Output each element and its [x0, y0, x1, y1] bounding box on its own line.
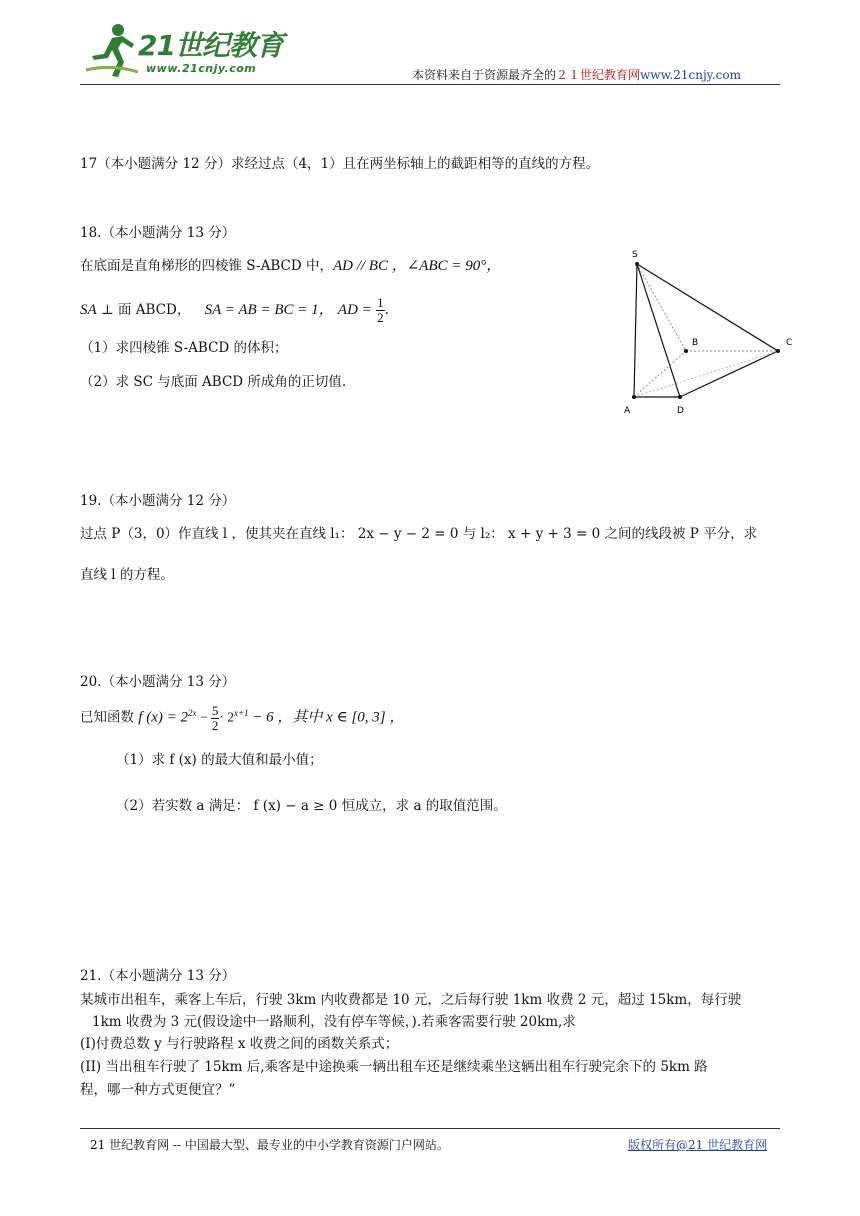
- q18-equal-sides: SA = AB = BC = 1，: [204, 302, 334, 318]
- q18-perp: ⊥ 面 ABCD，: [100, 302, 191, 318]
- question-19-title: 19.（本小题满分 12 分）: [80, 493, 236, 509]
- q18-line1-math: AD // BC ，∠ABC = 90°，: [332, 258, 502, 274]
- header-divider: [80, 84, 780, 85]
- question-20-title: 20.（本小题满分 13 分）: [80, 674, 236, 690]
- runner-logo-icon: [82, 20, 142, 80]
- label-d: D: [677, 406, 684, 416]
- q20-exp2: x+1: [233, 708, 249, 718]
- question-21-line1: 某城市出租车，乘客上车后，行驶 3km 内收费都是 10 元，之后每行驶 1km 收费 2 元，超过 15km，每行驶: [80, 992, 742, 1008]
- vertex-b: [684, 349, 688, 353]
- vertex-c: [776, 349, 780, 353]
- vertex-a: [632, 395, 636, 399]
- label-c: C: [786, 338, 793, 348]
- edge-dc: [680, 351, 778, 397]
- question-18-part1: （1）求四棱锥 S-ABCD 的体积；: [80, 340, 288, 356]
- edge-ac-hidden: [634, 351, 778, 397]
- q20-frac-num: 5: [211, 702, 219, 718]
- question-18-part2: （2）求 SC 与底面 ABCD 所成角的正切值.: [80, 374, 347, 390]
- question-21-line2: 1km 收费为 3 元(假设途中一路顺利，没有停车等候，).若乘客需要行驶 20km,求: [92, 1014, 576, 1030]
- question-18-title: 18.（本小题满分 13 分）: [80, 225, 236, 241]
- header-note: [412, 66, 741, 83]
- q20-frac-den: 2: [211, 717, 219, 733]
- q18-frac-den: 2: [377, 310, 384, 325]
- question-21-line3: (I)付费总数 y 与行驶路程 x 收费之间的函数关系式；: [80, 1036, 399, 1052]
- q20-end: − 6 ，其中 x ∈ [0, 3] ，: [248, 709, 405, 726]
- label-a: A: [624, 406, 631, 416]
- header-note-prefix: 本资料来自于资源最齐全的: [412, 68, 557, 82]
- q20-line1-text: 已知函数: [80, 709, 134, 726]
- question-17: 17（本小题满分 12 分）求经过点（4，1）且在两坐标轴上的截距相等的直线的方程。: [80, 156, 600, 172]
- logo-url: www.21cnjy.com: [146, 62, 257, 75]
- question-19-line1: 过点 P（3，0）作直线 l ，使其夹在直线 l₁： 2x − y − 2 = 0 与 l₂： x + y + 3 = 0 之间的线段被 P 平分，求: [80, 526, 758, 542]
- pyramid-figure: [600, 240, 810, 430]
- q20-mid: · 2: [219, 709, 234, 725]
- logo-text: 21世纪教育: [138, 29, 283, 62]
- vertex-s: [635, 262, 639, 266]
- edge-sa: [634, 264, 637, 397]
- q20-minus: −: [196, 709, 211, 725]
- q18-sa: SA: [80, 302, 97, 318]
- question-18-line2: SA ⊥ 面 ABCD， SA = AB = BC = 1， AD = $\frac{1}{2}$ .: [80, 295, 389, 325]
- q18-line1-text: 在底面是直角梯形的四棱锥 S-ABCD 中，: [80, 258, 333, 274]
- q18-fraction: [376, 296, 385, 325]
- question-21-title: 21.（本小题满分 13 分）: [80, 968, 236, 984]
- question-19-line2: 直线 l 的方程。: [80, 567, 174, 583]
- label-s: S: [632, 250, 638, 260]
- question-20-part2: （2）若实数 a 满足： f (x) − a ≥ 0 恒成立，求 a 的取值范围。: [116, 798, 507, 814]
- q18-ad: AD =: [337, 302, 372, 318]
- question-21-line4: (II) 当出租车行驶了 15km 后,乘客是中途换乘一辆出租车还是继续乘坐这辆出租车行驶完余下的 5km 路: [80, 1059, 708, 1075]
- vertex-d: [678, 395, 682, 399]
- header-site-name[interactable]: ２１世纪教育网: [556, 68, 641, 82]
- q18-frac-num: 1: [377, 295, 384, 310]
- edge-sc: [637, 264, 778, 351]
- question-20-line1: [80, 703, 404, 733]
- footer-left: 21 世纪教育网 -- 中国最大型、最专业的中小学教育资源门户网站。: [90, 1138, 449, 1152]
- edge-sd: [637, 264, 680, 397]
- q20-f-def: f (x) = 2: [138, 709, 188, 726]
- header-site-url[interactable]: www.21cnjy.com: [640, 68, 741, 82]
- footer-copyright-link[interactable]: 版权所有@21 世纪教育网: [628, 1138, 768, 1152]
- q20-exp1: 2x: [187, 708, 197, 718]
- footer-divider: [80, 1128, 780, 1129]
- question-18-line1: [80, 256, 501, 276]
- label-b: B: [692, 338, 699, 348]
- question-20-part1: （1）求 f (x) 的最大值和最小值；: [116, 752, 323, 768]
- site-logo: [82, 20, 292, 84]
- question-21-line5: 程，哪一种方式更便宜？”: [80, 1082, 236, 1098]
